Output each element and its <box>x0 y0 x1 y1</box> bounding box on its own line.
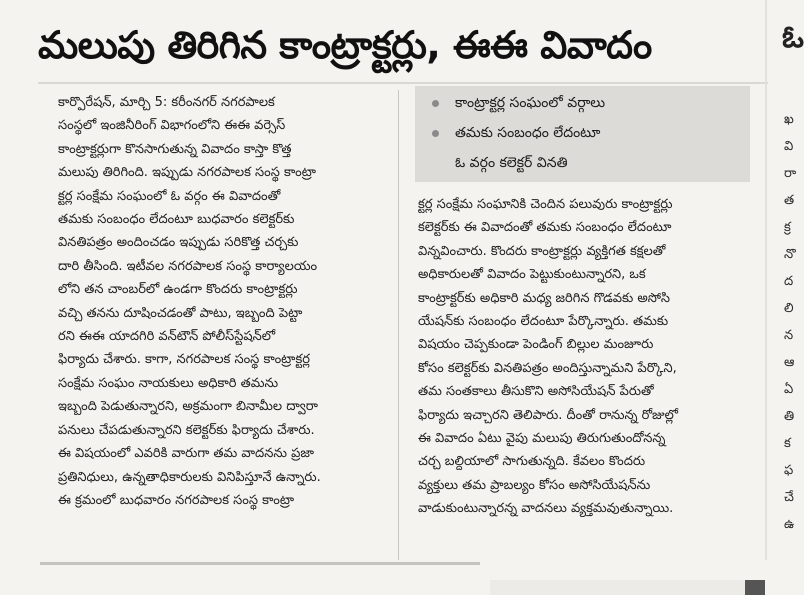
edge-letter: క <box>784 436 791 451</box>
text-line: ఫిర్యాదు చేశారు. కాగా, నగరపాలక సంస్థ కాంట్రాక్టర్ల <box>58 352 310 368</box>
footer-rule <box>40 562 480 565</box>
text-line: వాడుకుంటున్నారన్న వాదనలు వ్యక్తమవుతున్నాయి. <box>418 501 674 517</box>
text-line: ప్రతినిధులు, ఉన్నతాధికారులకు వినిపిస్తూనే ఉన్నారు. <box>58 469 321 485</box>
article-headline: మలుపు తిరిగిన కాంట్రాక్టర్లు, ఈఈ వివాదం <box>38 23 652 67</box>
text-line: లోని తన చాంబర్‌లో ఉండగా కొందరు కాంట్రాక్టర్లు <box>58 282 298 298</box>
edge-letter: క్ర <box>784 220 791 235</box>
edge-letter: వి <box>784 139 794 154</box>
text-line: యేషన్‌కు సంబంధం లేదంటూ పేర్కొన్నారు. తమకు <box>418 314 669 330</box>
text-line: వినతిపత్రం అందించడం ఇప్పుడు సరికొత్త చర్చకు <box>58 235 299 251</box>
text-line: కలెక్టర్‌కు ఈ వివాదంతో తమకు సంబంధం లేదంటూ <box>418 220 672 236</box>
bullet-icon <box>432 100 439 107</box>
text-line: దారి తీసింది. ఇటీవల నగరపాలక సంస్థ కార్యాలయం <box>58 258 318 274</box>
text-line: వచ్చి తనను దూషించడంతో పాటు, ఇబ్బంది పెట్టా <box>58 305 303 321</box>
text-line: క్టర్ల సంక్షేమ సంఘానికి చెందిన పలువురు కాంట్రాక్టర్లు <box>418 197 673 212</box>
text-line: ఇబ్బంది పెడుతున్నారని, అక్రమంగా బినామీల ద్వారా <box>58 399 318 415</box>
text-line: కోసం కలెక్టర్‌కు వినతిపత్రం అందిస్తున్నామని పేర్కొని, <box>418 360 677 376</box>
middle-column-text <box>418 193 748 521</box>
column-divider <box>398 90 399 560</box>
text-line: తమ సంతకాలు తీసుకొని అసోసియేషన్ పేరుతో <box>418 384 654 400</box>
edge-letter: ఫ <box>784 463 794 478</box>
edge-letter: ఉ <box>784 517 795 532</box>
edge-letter: నొ <box>784 247 796 262</box>
text-line: ఈ వివాదం ఏటు వైపు మలుపు తిరుగుతుందోనన్న <box>418 431 666 447</box>
text-line: తమకు సంబంధం లేదంటూ బుధవారం కలెక్టర్‌కు <box>58 212 295 228</box>
highlight-item: కాంట్రాక్టర్ల సంఘంలో వర్గాలు <box>455 95 606 111</box>
edge-letter: రా <box>784 166 797 181</box>
text-line: ఈ విషయంలో ఎవరికి వారుగా తమ వాదనను ప్రజా <box>58 446 314 462</box>
edge-letter: ఖ <box>784 112 794 127</box>
edge-letter: న <box>784 328 794 343</box>
text-line: విషయం చెప్పకుండా పెండింగ్ బిల్లుల మంజూరు <box>418 337 654 353</box>
edge-letter: తి <box>784 409 795 424</box>
text-line: మలుపు తిరిగింది. ఇప్పుడు నగరపాలక సంస్థ కాంట్రా <box>58 165 316 181</box>
text-line: కాంట్రాక్టర్‌కు అధికారి మధ్య జరిగిన గొడవకు అసోసి <box>418 290 671 306</box>
text-line: కార్పొరేషన్, మార్చి 5: కరీంనగర్ నగరపాలక <box>58 95 275 110</box>
text-line: పనులు చేపడుతున్నారని కలెక్టర్‌కు ఫిర్యాదు చేశారు. <box>58 422 315 438</box>
next-article-strip <box>490 580 752 595</box>
text-line: వ్యక్తులు తమ ప్రాబల్యం కోసం అసోసియేషన్‌ను <box>418 477 651 493</box>
edge-letter: ద <box>784 274 794 289</box>
next-article-image <box>745 580 765 595</box>
text-line: ఈ క్రమంలో బుధవారం నగరపాలక సంస్థ కాంట్రా <box>58 492 295 508</box>
edge-letter: త <box>784 193 795 208</box>
highlights-box <box>415 86 750 182</box>
text-line: విన్నవించారు. కొందరు కాంట్రాక్టర్లు వ్యక్తిగత కక్షలతో <box>418 243 666 259</box>
highlight-item: ఓ వర్గం కలెక్టర్ వినతి <box>455 155 568 171</box>
text-line: చర్చ బల్దియాలో సాగుతున్నది. కేవలం కొందరు <box>418 454 646 470</box>
bullet-icon <box>432 130 439 137</box>
adjacent-headline-fragment: ఓ <box>782 20 804 55</box>
text-line: ఫిర్యాదు ఇచ్చారని తెలిపారు. దీంతో రానున్న రోజుల్లో <box>418 407 679 423</box>
headline-divider <box>38 82 768 84</box>
text-line: క్టర్ల సంక్షేమ సంఘంలో ఓ వర్గం ఈ వివాదంతో <box>58 188 281 204</box>
edge-letter: ఆ <box>784 355 795 370</box>
text-line: సంస్థలో ఇంజినీరింగ్ విభాగంలోని ఈఈ వర్సెస్ <box>58 118 286 134</box>
left-column-text <box>58 91 390 512</box>
page-gutter-rule <box>765 0 767 560</box>
highlight-item: తమకు సంబంధం లేదంటూ <box>455 125 601 141</box>
edge-letter: లి <box>784 301 794 316</box>
text-line: రని ఈఈ యాదగిరి వన్‌టౌన్ పోలీస్‌స్టేషన్‌లో <box>58 329 276 345</box>
edge-letter: చే <box>784 490 794 505</box>
text-line: కాంట్రాక్టర్లుగా కొనసాగుతున్న వివాదం కాస్తా కొత్త <box>58 141 292 157</box>
text-line: సంక్షేమ సంఘం నాయకులు అధికారి తమను <box>58 375 279 391</box>
edge-letter: ఏ <box>784 382 794 397</box>
text-line: అధికారులతో వివాదం పెట్టుకుంటున్నారని, ఒక <box>418 267 646 283</box>
